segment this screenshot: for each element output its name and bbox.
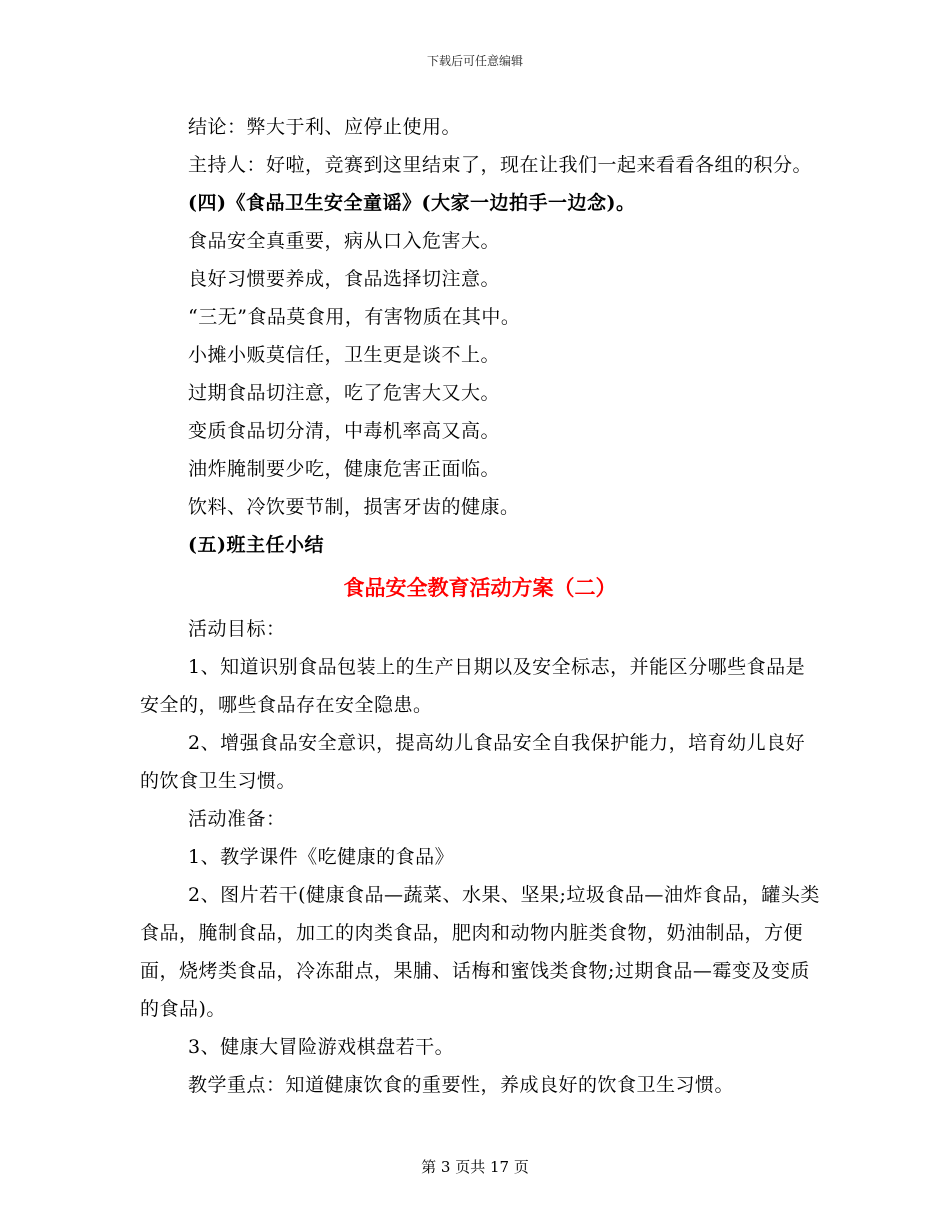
- paragraph: 3、健康大冒险游戏棋盘若干。: [188, 1036, 455, 1058]
- paragraph: (四)《食品卫生安全童谣》(大家一边拍手一边念)。: [188, 192, 636, 214]
- paragraph: 1、教学课件《吃健康的食品》: [188, 846, 455, 868]
- section-title: 食品安全教育活动方案（二）: [343, 575, 617, 600]
- paragraph: 饮料、冷饮要节制，损害牙齿的健康。: [188, 496, 520, 518]
- paragraph: 1、知道识别食品包装上的生产日期以及安全标志，并能区分哪些食品是安全的，哪些食品存在安全隐患。: [140, 656, 806, 716]
- paragraph: 小摊小贩莫信任，卫生更是谈不上。: [188, 344, 501, 366]
- paragraph: 主持人：好啦，竞赛到这里结束了，现在让我们一起来看看各组的积分。: [188, 154, 813, 176]
- paragraph: 变质食品切分清，中毒机率高又高。: [188, 420, 501, 442]
- paragraph-group-before-title: [140, 108, 820, 564]
- paragraph: 2、增强食品安全意识，提高幼儿食品安全自我保护能力，培育幼儿良好的饮食卫生习惯。: [140, 732, 806, 792]
- paragraph: 活动准备：: [188, 808, 286, 830]
- paragraph: 良好习惯要养成，食品选择切注意。: [188, 268, 501, 290]
- paragraph: 过期食品切注意，吃了危害大又大。: [188, 382, 501, 404]
- paragraph: 2、图片若干(健康食品—蔬菜、水果、坚果;垃圾食品—油炸食品，罐头类食品，腌制食品，加工的肉类食品，肥肉和动物内脏类食物，奶油制品，方便面，烧烤类食品，冷冻甜点，果脯、话梅和蜜饯类食物;过期食品—霉变及变质的食品)。: [140, 884, 820, 1020]
- paragraph: 食品安全真重要，病从口入危害大。: [188, 230, 501, 252]
- page-header: 下载后可任意编辑: [426, 54, 523, 68]
- paragraph: 油炸腌制要少吃，健康危害正面临。: [188, 458, 501, 480]
- page-footer: 第 3 页共 17 页: [421, 1158, 529, 1176]
- paragraph: 活动目标：: [188, 618, 286, 640]
- paragraph: 结论：弊大于利、应停止使用。: [188, 116, 462, 138]
- document-body: [140, 108, 820, 1104]
- paragraph: (五)班主任小结: [188, 534, 324, 556]
- paragraph-group-after-title: [140, 610, 820, 1104]
- paragraph: 教学重点：知道健康饮食的重要性，养成良好的饮食卫生习惯。: [188, 1074, 735, 1096]
- paragraph: “三无”食品莫食用，有害物质在其中。: [188, 306, 521, 328]
